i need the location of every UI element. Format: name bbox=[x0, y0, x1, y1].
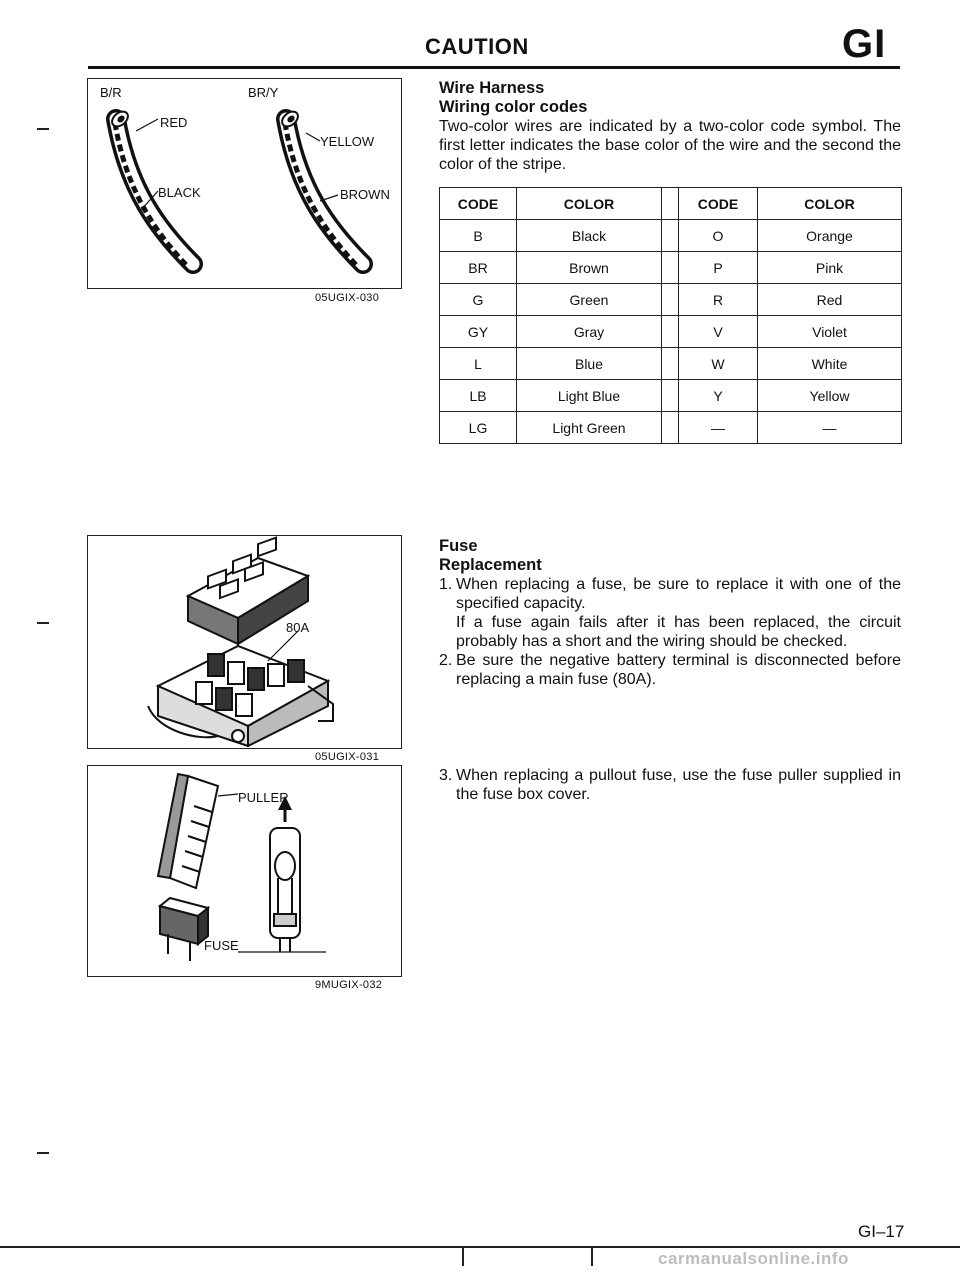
wire-illustration bbox=[88, 79, 400, 287]
figure-code: 9MUGIX-032 bbox=[315, 979, 383, 991]
table-row bbox=[440, 316, 902, 348]
cell-color: Red bbox=[758, 284, 902, 316]
cell-color: White bbox=[758, 348, 902, 380]
wire-left-stripe-label: BLACK bbox=[158, 185, 201, 200]
puller-figure bbox=[87, 765, 402, 977]
footer-rule bbox=[0, 1246, 960, 1248]
header-color: COLOR bbox=[517, 188, 662, 220]
page-number: GI–17 bbox=[858, 1222, 905, 1241]
cell-color: Orange bbox=[758, 220, 902, 252]
list-item bbox=[439, 651, 901, 689]
page-title: CAUTION bbox=[425, 34, 529, 59]
fusebox-illustration bbox=[88, 536, 400, 747]
table-row bbox=[440, 412, 902, 444]
footer-divider bbox=[591, 1246, 593, 1266]
wire-left-code: B/R bbox=[100, 85, 122, 100]
cell-color: Pink bbox=[758, 252, 902, 284]
wiring-color-codes-heading: Wiring color codes bbox=[439, 98, 588, 116]
replacement-heading: Replacement bbox=[439, 556, 542, 574]
list-item bbox=[439, 575, 901, 651]
margin-tick bbox=[37, 622, 49, 624]
cell-code: Y bbox=[679, 380, 758, 412]
table-row bbox=[440, 220, 902, 252]
small-fuse-drawing bbox=[160, 898, 208, 961]
fuse-section bbox=[439, 537, 901, 689]
cell-color: Green bbox=[517, 284, 662, 316]
cell-color: Brown bbox=[517, 252, 662, 284]
watermark: carmanualsonline.info bbox=[658, 1249, 849, 1268]
cell-code: L bbox=[440, 348, 517, 380]
cell-code: LB bbox=[440, 380, 517, 412]
wire-harness-body: Two-color wires are indicated by a two-color code symbol. The first letter indicates the base color of the wire and the second the color of the stripe. bbox=[439, 118, 901, 173]
table-gap bbox=[662, 412, 679, 444]
list-text: When replacing a fuse, be sure to replace it with one of the specified capacity. bbox=[456, 576, 901, 612]
cell-color: Light Blue bbox=[517, 380, 662, 412]
cell-code: LG bbox=[440, 412, 517, 444]
cell-code: W bbox=[679, 348, 758, 380]
cell-color: Light Green bbox=[517, 412, 662, 444]
fusebox-figure bbox=[87, 535, 402, 749]
table-row bbox=[440, 348, 902, 380]
cell-code: R bbox=[679, 284, 758, 316]
cell-code: B bbox=[440, 220, 517, 252]
table-row bbox=[440, 380, 902, 412]
puller-drawing bbox=[158, 774, 218, 888]
list-text: When replacing a pullout fuse, use the fuse puller supplied in the fuse box cover. bbox=[456, 767, 901, 803]
table-gap bbox=[662, 220, 679, 252]
wire-figure bbox=[87, 78, 402, 289]
color-code-table bbox=[439, 187, 902, 444]
fusebox-base-drawing bbox=[148, 646, 333, 746]
table-gap bbox=[662, 316, 679, 348]
figure-code: 05UGIX-030 bbox=[315, 292, 380, 304]
header-code: CODE bbox=[679, 188, 758, 220]
margin-tick bbox=[37, 128, 49, 130]
list-item bbox=[439, 766, 901, 804]
fuse-puller-step bbox=[439, 766, 901, 804]
table-gap bbox=[662, 348, 679, 380]
list-subtext: If a fuse again fails after it has been replaced, the circuit probably has a short and the wiring should be checked. bbox=[456, 614, 901, 650]
table-row bbox=[440, 284, 902, 316]
cell-color: Blue bbox=[517, 348, 662, 380]
pullout-fuse-drawing bbox=[238, 828, 326, 952]
cell-code: V bbox=[679, 316, 758, 348]
list-number: 2. bbox=[439, 652, 453, 669]
table-gap bbox=[662, 188, 679, 220]
cell-color: — bbox=[758, 412, 902, 444]
cell-color: Black bbox=[517, 220, 662, 252]
list-number: 1. bbox=[439, 576, 453, 593]
header-code: CODE bbox=[440, 188, 517, 220]
cell-code: — bbox=[679, 412, 758, 444]
table-gap bbox=[662, 284, 679, 316]
cell-code: O bbox=[679, 220, 758, 252]
puller-label: PULLER bbox=[238, 790, 289, 805]
fuse-label: FUSE bbox=[204, 938, 239, 953]
table-row bbox=[440, 252, 902, 284]
wire-harness-section bbox=[439, 79, 901, 174]
margin-tick bbox=[37, 1152, 49, 1154]
wire-left-base-label: RED bbox=[160, 115, 188, 130]
table-header-row bbox=[440, 188, 902, 220]
leader-line bbox=[268, 631, 298, 661]
cell-code: P bbox=[679, 252, 758, 284]
cell-color: Yellow bbox=[758, 380, 902, 412]
fuse-heading: Fuse bbox=[439, 537, 478, 555]
list-text: Be sure the negative battery terminal is disconnected before replacing a main fuse (80A). bbox=[456, 652, 901, 688]
section-code: GI bbox=[842, 22, 887, 66]
cell-color: Gray bbox=[517, 316, 662, 348]
cell-color: Violet bbox=[758, 316, 902, 348]
table-gap bbox=[662, 252, 679, 284]
wire-right-base-label: YELLOW bbox=[320, 134, 375, 149]
wire-harness-heading: Wire Harness bbox=[439, 79, 545, 97]
cell-code: GY bbox=[440, 316, 517, 348]
wire-right-stripe-label: BROWN bbox=[340, 187, 390, 202]
wire-right-code: BR/Y bbox=[248, 85, 279, 100]
cell-code: G bbox=[440, 284, 517, 316]
table-gap bbox=[662, 380, 679, 412]
footer-divider bbox=[462, 1246, 464, 1266]
header-rule bbox=[88, 66, 900, 69]
figure-code: 05UGIX-031 bbox=[315, 751, 380, 763]
header-color: COLOR bbox=[758, 188, 902, 220]
cell-code: BR bbox=[440, 252, 517, 284]
list-number: 3. bbox=[439, 767, 453, 784]
leader-line bbox=[218, 794, 238, 796]
fusebox-80a-label: 80A bbox=[286, 620, 310, 635]
